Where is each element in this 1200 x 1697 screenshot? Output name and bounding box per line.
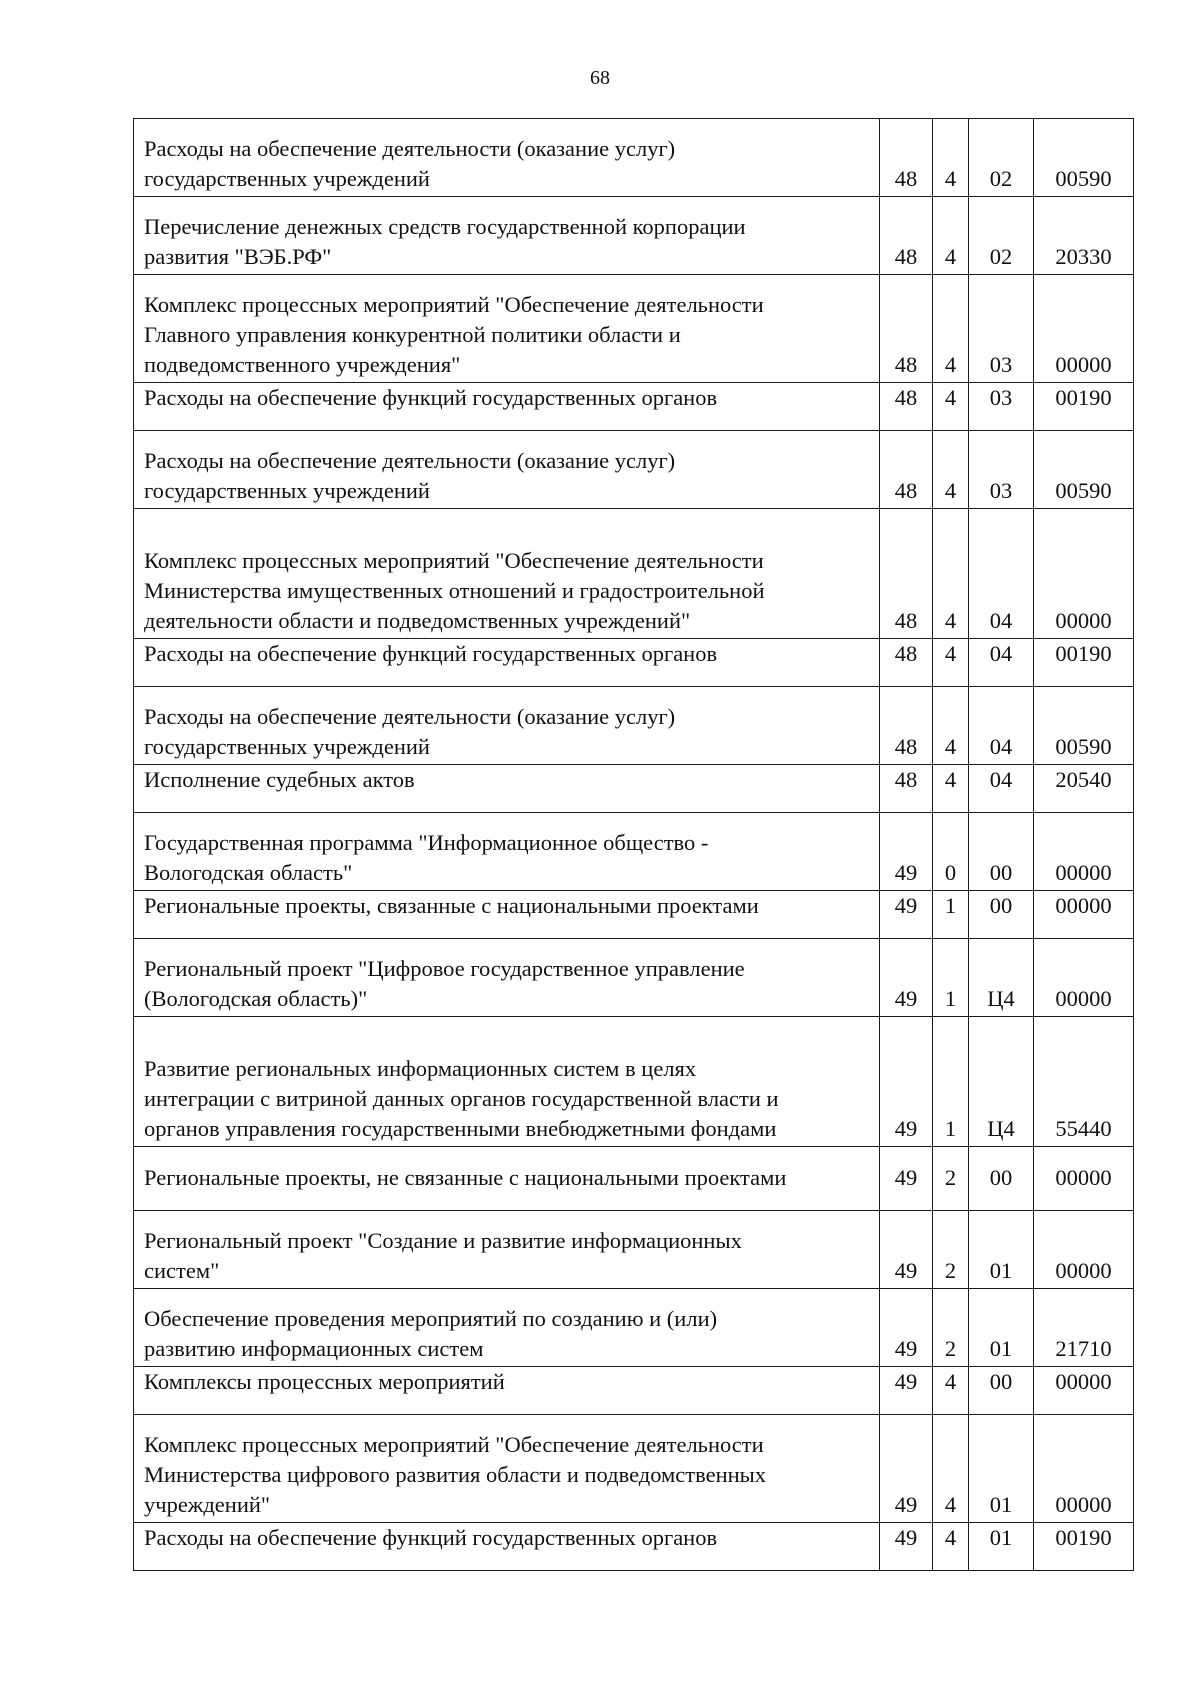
code-cell-2: 4 — [933, 1523, 969, 1571]
code-cell-3: 01 — [969, 1415, 1034, 1523]
code-cell-3: 03 — [969, 275, 1034, 383]
row-name-line: Комплекс процессных мероприятий "Обеспечение деятельности — [144, 292, 764, 317]
code-cell-2: 2 — [933, 1211, 969, 1289]
row-name-line: подведомственного учреждения" — [144, 352, 461, 377]
row-name-line: деятельности области и подведомственных учреждений" — [144, 608, 691, 633]
row-name-line: Министерства имущественных отношений и градостроительной — [144, 578, 765, 603]
code-cell-1: 48 — [880, 509, 933, 639]
row-name-line: Комплекс процессных мероприятий "Обеспечение деятельности — [144, 548, 764, 573]
code-cell-1: 49 — [880, 1367, 933, 1415]
row-name-line: Комплексы процессных мероприятий — [144, 1369, 505, 1394]
row-name-line: Главного управления конкурентной политики области и — [144, 322, 681, 347]
code-cell-2: 4 — [933, 197, 969, 275]
code-cell-3: 01 — [969, 1289, 1034, 1367]
code-cell-1: 49 — [880, 939, 933, 1017]
code-cell-3: 00 — [969, 891, 1034, 939]
code-cell-4: 00590 — [1034, 119, 1134, 197]
code-cell-3: 02 — [969, 119, 1034, 197]
code-cell-1: 48 — [880, 383, 933, 431]
row-name-line: Министерства цифрового развития области и подведомственных — [144, 1462, 767, 1487]
code-cell-1: 49 — [880, 1415, 933, 1523]
table-row — [134, 813, 1134, 891]
row-name-line: систем" — [144, 1258, 220, 1283]
code-cell-4: 00190 — [1034, 1523, 1134, 1571]
row-name-cell — [134, 813, 880, 891]
code-cell-2: 4 — [933, 275, 969, 383]
code-cell-3: 00 — [969, 1147, 1034, 1211]
table-row — [134, 509, 1134, 639]
code-cell-2: 4 — [933, 509, 969, 639]
table-row — [134, 639, 1134, 687]
row-name-line: Расходы на обеспечение функций государственных органов — [144, 385, 718, 410]
row-name-line: Вологодская область" — [144, 860, 353, 885]
code-cell-4: 00000 — [1034, 1415, 1134, 1523]
code-cell-4: 00000 — [1034, 509, 1134, 639]
row-name-cell — [134, 765, 880, 813]
table-row — [134, 1211, 1134, 1289]
budget-classification-table — [133, 118, 1134, 1571]
row-name-line: государственных учреждений — [144, 166, 430, 191]
code-cell-1: 48 — [880, 197, 933, 275]
code-cell-3: 04 — [969, 687, 1034, 765]
row-name-line: Региональный проект "Цифровое государственное управление — [144, 956, 745, 981]
row-name-line: Государственная программа "Информационное общество - — [144, 830, 709, 855]
table-row — [134, 197, 1134, 275]
code-cell-1: 48 — [880, 639, 933, 687]
code-cell-2: 1 — [933, 1017, 969, 1147]
code-cell-2: 2 — [933, 1147, 969, 1211]
row-name-cell — [134, 939, 880, 1017]
code-cell-1: 48 — [880, 765, 933, 813]
row-name-cell — [134, 1415, 880, 1523]
row-name-line: Расходы на обеспечение деятельности (оказание услуг) — [144, 136, 676, 161]
table-row — [134, 383, 1134, 431]
code-cell-4: 00000 — [1034, 891, 1134, 939]
table-row — [134, 1523, 1134, 1571]
code-cell-4: 00000 — [1034, 275, 1134, 383]
code-cell-2: 2 — [933, 1289, 969, 1367]
code-cell-4: 20540 — [1034, 765, 1134, 813]
table-row — [134, 431, 1134, 509]
table-row — [134, 891, 1134, 939]
code-cell-4: 00590 — [1034, 431, 1134, 509]
row-name-line: органов управления государственными внебюджетными фондами — [144, 1116, 777, 1141]
code-cell-1: 49 — [880, 1211, 933, 1289]
code-cell-4: 00590 — [1034, 687, 1134, 765]
row-name-cell — [134, 275, 880, 383]
table-row — [134, 1289, 1134, 1367]
table-row — [134, 687, 1134, 765]
code-cell-2: 1 — [933, 939, 969, 1017]
table-row — [134, 939, 1134, 1017]
row-name-cell — [134, 509, 880, 639]
row-name-cell — [134, 197, 880, 275]
row-name-cell — [134, 383, 880, 431]
row-name-cell — [134, 1523, 880, 1571]
code-cell-4: 00000 — [1034, 939, 1134, 1017]
row-name-line: государственных учреждений — [144, 734, 430, 759]
row-name-cell — [134, 1147, 880, 1211]
code-cell-3: 04 — [969, 639, 1034, 687]
row-name-line: Региональные проекты, связанные с национальными проектами — [144, 893, 759, 918]
table-row — [134, 1147, 1134, 1211]
code-cell-3: 04 — [969, 765, 1034, 813]
table-row — [134, 119, 1134, 197]
row-name-cell — [134, 119, 880, 197]
code-cell-2: 4 — [933, 431, 969, 509]
code-cell-2: 4 — [933, 1415, 969, 1523]
row-name-line: Расходы на обеспечение деятельности (оказание услуг) — [144, 704, 676, 729]
row-name-line: Развитие региональных информационных систем в целях — [144, 1056, 697, 1081]
code-cell-3: 00 — [969, 813, 1034, 891]
row-name-line: Расходы на обеспечение функций государственных органов — [144, 1525, 718, 1550]
code-cell-3: 01 — [969, 1523, 1034, 1571]
code-cell-1: 48 — [880, 431, 933, 509]
code-cell-3: Ц4 — [969, 1017, 1034, 1147]
code-cell-2: 4 — [933, 639, 969, 687]
row-name-cell — [134, 1289, 880, 1367]
row-name-line: Региональные проекты, не связанные с национальными проектами — [144, 1164, 787, 1190]
code-cell-1: 49 — [880, 813, 933, 891]
row-name-line: Расходы на обеспечение деятельности (оказание услуг) — [144, 448, 676, 473]
table-row — [134, 275, 1134, 383]
code-cell-4: 55440 — [1034, 1017, 1134, 1147]
page-number: 68 — [590, 67, 610, 89]
code-cell-4: 00000 — [1034, 1211, 1134, 1289]
code-cell-3: 00 — [969, 1367, 1034, 1415]
table-body — [134, 119, 1134, 1571]
code-cell-4: 00190 — [1034, 383, 1134, 431]
code-cell-1: 48 — [880, 119, 933, 197]
row-name-line: Расходы на обеспечение функций государственных органов — [144, 641, 718, 666]
code-cell-1: 49 — [880, 1289, 933, 1367]
code-cell-4: 21710 — [1034, 1289, 1134, 1367]
table-row — [134, 765, 1134, 813]
row-name-line: Перечисление денежных средств государственной корпорации — [144, 214, 746, 239]
row-name-cell — [134, 1211, 880, 1289]
row-name-line: Обеспечение проведения мероприятий по созданию и (или) — [144, 1306, 718, 1331]
code-cell-2: 4 — [933, 1367, 969, 1415]
row-name-line: интеграции с витриной данных органов государственной власти и — [144, 1086, 779, 1111]
code-cell-2: 0 — [933, 813, 969, 891]
row-name-line: развития "ВЭБ.РФ" — [144, 244, 332, 269]
code-cell-2: 4 — [933, 765, 969, 813]
code-cell-4: 20330 — [1034, 197, 1134, 275]
code-cell-2: 4 — [933, 119, 969, 197]
row-name-cell — [134, 1017, 880, 1147]
code-cell-1: 49 — [880, 891, 933, 939]
code-cell-3: 01 — [969, 1211, 1034, 1289]
code-cell-4: 00190 — [1034, 639, 1134, 687]
row-name-cell — [134, 891, 880, 939]
code-cell-2: 4 — [933, 687, 969, 765]
table-row — [134, 1415, 1134, 1523]
table-row — [134, 1017, 1134, 1147]
row-name-line: Комплекс процессных мероприятий "Обеспечение деятельности — [144, 1432, 764, 1457]
code-cell-1: 49 — [880, 1523, 933, 1571]
code-cell-3: 03 — [969, 383, 1034, 431]
code-cell-4: 00000 — [1034, 1147, 1134, 1211]
code-cell-1: 48 — [880, 687, 933, 765]
row-name-line: (Вологодская область)" — [144, 986, 368, 1011]
code-cell-2: 1 — [933, 891, 969, 939]
code-cell-3: Ц4 — [969, 939, 1034, 1017]
row-name-line: государственных учреждений — [144, 478, 430, 503]
code-cell-3: 04 — [969, 509, 1034, 639]
row-name-cell — [134, 1367, 880, 1415]
code-cell-3: 02 — [969, 197, 1034, 275]
code-cell-1: 48 — [880, 275, 933, 383]
row-name-line: Исполнение судебных актов — [144, 767, 415, 792]
row-name-line: развитию информационных систем — [144, 1336, 484, 1361]
table-row — [134, 1367, 1134, 1415]
row-name-line: Региональный проект "Создание и развитие информационных — [144, 1228, 742, 1253]
code-cell-3: 03 — [969, 431, 1034, 509]
code-cell-4: 00000 — [1034, 813, 1134, 891]
code-cell-1: 49 — [880, 1147, 933, 1211]
row-name-cell — [134, 431, 880, 509]
row-name-line: учреждений" — [144, 1492, 271, 1517]
row-name-cell — [134, 639, 880, 687]
code-cell-1: 49 — [880, 1017, 933, 1147]
code-cell-4: 00000 — [1034, 1367, 1134, 1415]
code-cell-2: 4 — [933, 383, 969, 431]
row-name-cell — [134, 687, 880, 765]
